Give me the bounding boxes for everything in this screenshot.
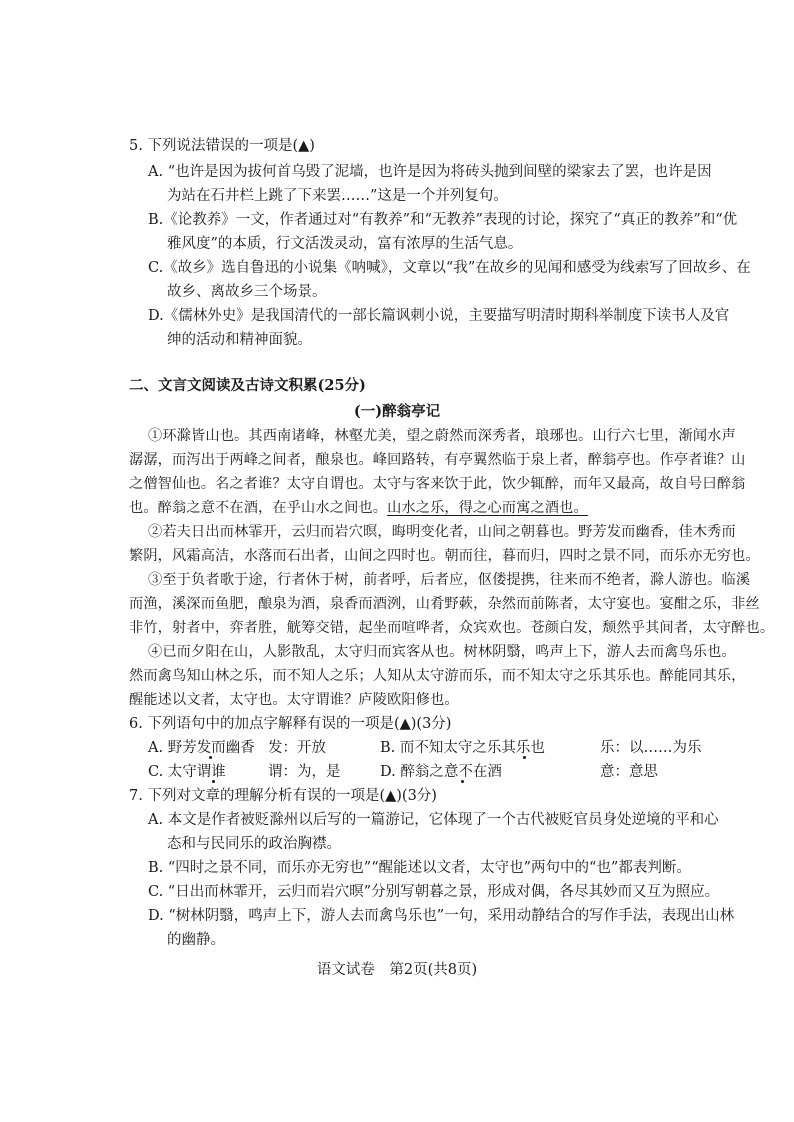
q6-option-b: B. 而不知太守之乐其乐也 <box>380 740 545 756</box>
underlined-sentence: 山水之乐，得之心而寓之酒也。 <box>387 500 588 516</box>
emphasis-dot-fa <box>209 756 212 759</box>
q6-option-c-gloss: 谓：为，是 <box>268 764 341 780</box>
passage-p1-line2: 潺潺，而泻出于两峰之间者，酿泉也。峰回路转，有亭翼然临于泉上者，醉翁亭也。作亭者谁？山 <box>129 452 746 468</box>
page-footer: 语文试卷 第2页(共8页) <box>316 962 478 978</box>
q5-stem: 5. 下列说法错误的一项是(▲) <box>129 138 315 154</box>
passage-p3-line2: 而渔，溪深而鱼肥，酿泉为酒，泉香而酒洌，山肴野蔌，杂然而前陈者，太守宴也。宴酣之乐，非丝 <box>129 596 760 612</box>
q5-option-c-line2: 故乡、离故乡三个场景。 <box>167 284 327 300</box>
passage-p2-line2: 繁阴，风霜高洁，水落而石出者，山间之四时也。朝而往，暮而归，四时之景不同，而乐亦无穷也。 <box>129 548 760 564</box>
passage-p4-line3: 醒能述以文者，太守也。太守谓谁？庐陵欧阳修也。 <box>129 692 459 708</box>
passage-title: (一)醉翁亭记 <box>353 403 441 420</box>
q7-option-d-line2: 的幽静。 <box>167 932 225 948</box>
q6-stem: 6. 下列语句中的加点字解释有误的一项是(▲)(3分) <box>129 716 452 732</box>
passage-p4-line2: 然而禽鸟知山林之乐，而不知人之乐；人知从太守游而乐，而不知太守之乐其乐也。醉能同其乐， <box>129 668 746 684</box>
emphasis-dot-yi <box>461 780 464 783</box>
q6-option-a-gloss: 发：开放 <box>268 740 326 756</box>
q7-option-c: C. “日出而林霏开，云归而岩穴暝”分别写朝暮之景，形成对偶，各尽其妙而又互为照应。 <box>148 884 720 900</box>
q6-option-b-gloss: 乐：以……为乐 <box>600 740 702 756</box>
q5-option-d-line2: 绅的活动和精神面貌。 <box>167 332 312 348</box>
q6-option-a: A. 野芳发而幽香 <box>148 740 255 756</box>
passage-p1-line1: ①环滁皆山也。其西南诸峰，林壑尤美，望之蔚然而深秀者，琅琊也。山行六七里，渐闻水声 <box>148 428 736 444</box>
q7-stem: 7. 下列对文章的理解分析有误的一项是(▲)(3分) <box>129 788 437 804</box>
q5-option-d-line1: D.《儒林外史》是我国清代的一部长篇讽刺小说，主要描写明清时期科举制度下读书人及官 <box>148 308 730 324</box>
passage-p4-line1: ④已而夕阳在山，人影散乱，太守归而宾客从也。树林阴翳，鸣声上下，游人去而禽鸟乐也。 <box>148 644 736 660</box>
passage-p3-line1: ③至于负者歌于途，行者休于树，前者呼，后者应，伛偻提携，往来而不绝者，滁人游也。临溪 <box>148 572 751 588</box>
q6-option-d-gloss: 意：意思 <box>600 764 658 780</box>
q6-option-c: C. 太守谓谁 <box>148 764 226 780</box>
q6-option-d: D. 醉翁之意不在酒 <box>380 764 502 780</box>
passage-p1-line4: 也。醉翁之意不在酒，在乎山水之间也。山水之乐，得之心而寓之酒也。 <box>129 500 588 516</box>
emphasis-dot-wei <box>212 780 215 783</box>
q5-option-b-line1: B.《论教养》一文，作者通过对“有教养”和“无教养”表现的讨论，探究了“真正的教养”和“优 <box>148 212 738 228</box>
q7-option-b: B. “四时之景不同，而乐亦无穷也”“醒能述以文者，太守也”两句中的“也”都表判断。 <box>148 860 691 876</box>
q5-option-b-line2: 雅风度”的本质，行文活泼灵动，富有浓厚的生活气息。 <box>167 236 523 252</box>
q5-option-a-line1: A. “也许是因为拔何首乌毁了泥墙，也许是因为将砖头抛到间壁的梁家去了罢，也许是因 <box>148 164 712 180</box>
emphasis-dot-le <box>523 756 526 759</box>
passage-p1-line3: 之僧智仙也。名之者谁？太守自谓也。太守与客来饮于此，饮少辄醉，而年又最高，故自号曰醉翁 <box>129 476 746 492</box>
q7-option-d-line1: D. “树林阴翳，鸣声上下，游人去而禽鸟乐也”一句，采用动静结合的写作手法，表现出山林 <box>148 908 735 924</box>
q7-option-a-line1: A. 本文是作者被贬滁州以后写的一篇游记，它体现了一个古代被贬官员身处逆境的平和心 <box>148 812 719 828</box>
q5-option-a-line2: 为站在石井栏上跳了下来罢……”这是一个并列复句。 <box>167 188 508 204</box>
q7-option-a-line2: 态和与民同乐的政治胸襟。 <box>167 836 341 852</box>
q5-option-c-line1: C.《故乡》选自鲁迅的小说集《呐喊》，文章以“我”在故乡的见闻和感受为线索写了回故乡、在 <box>148 260 751 276</box>
passage-p2-line1: ②若夫日出而林霏开，云归而岩穴暝，晦明变化者，山间之朝暮也。野芳发而幽香，佳木秀而 <box>148 524 736 540</box>
section-heading: 二、文言文阅读及古诗文积累(25分) <box>129 377 366 394</box>
passage-p3-line3: 非竹，射者中，弈者胜，觥筹交错，起坐而喧哗者，众宾欢也。苍颜白发，颓然乎其间者，太守醉也。 <box>129 620 775 636</box>
